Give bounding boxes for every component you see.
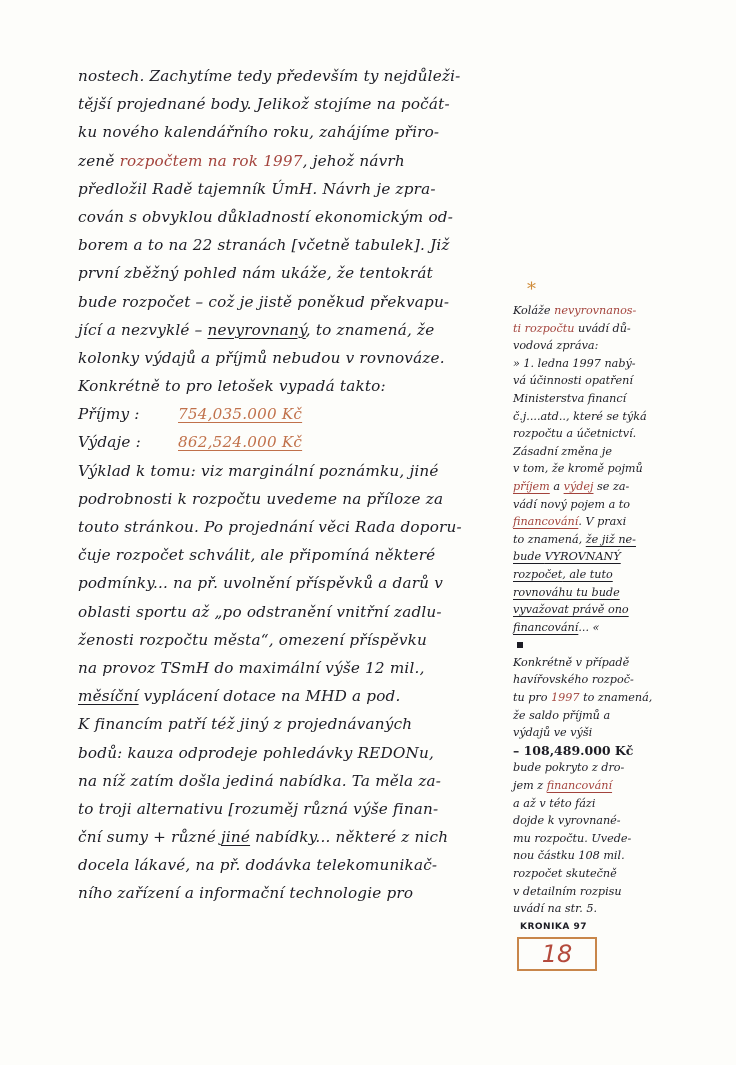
main-line: bodů: kauza odprodeje pohledávky REDONu,	[78, 743, 434, 762]
main-line: cován s obvyklou důkladností ekonomickým od-	[78, 207, 454, 226]
side-line: bude VYROVNANÝ	[513, 550, 621, 564]
unbalanced-highlight: nevyrovnaný	[207, 320, 306, 339]
main-line: Výklad k tomu: viz marginální poznámku, jiné	[78, 461, 439, 480]
side-line: Konkrétně v případě	[513, 655, 630, 669]
side-line: výdajů ve výši	[513, 726, 593, 740]
other-highlight: jiné	[220, 828, 251, 847]
expense-row	[78, 428, 510, 456]
main-line: nostech. Zachytíme tedy především ty nejdůleži-	[78, 67, 461, 85]
side-line: ti rozpočtu uvádí dů-	[513, 321, 631, 335]
side-line: vádí nový pojem a to	[513, 497, 631, 511]
income-row	[78, 400, 510, 428]
side-line: to znamená, že již ne-	[513, 532, 636, 546]
main-line: jící a nezvyklé – nevyrovnaný, to znamená, že	[78, 320, 435, 339]
side-line: rozpočet skutečně	[513, 867, 617, 880]
side-divider	[513, 636, 713, 654]
side-line: rozpočet, ale tuto	[513, 567, 613, 581]
side-line: v detailním rozpisu	[513, 884, 622, 898]
page-number-box	[517, 937, 597, 971]
side-line: Koláže nevyrovnanos-	[513, 304, 637, 317]
main-line: podmínky... na př. uvolnění příspěvků a darů v	[78, 574, 443, 593]
main-line: borem a to na 22 stranách [včetně tabulek]. Již	[78, 236, 450, 255]
side-line: tu pro 1997 to znamená,	[513, 691, 653, 705]
main-line: tější projednané body. Jelikož stojíme na počát-	[78, 95, 450, 114]
main-line: touto stránkou. Po projednání věci Rada doporu-	[78, 518, 462, 536]
side-line: že saldo příjmů a	[513, 708, 611, 722]
side-line: financování. V praxi	[513, 515, 627, 529]
main-line: ku nového kalendářního roku, zahájíme přiro-	[78, 123, 440, 142]
side-line: vodová zpráva:	[513, 339, 599, 353]
side-line: rozpočtu a účetnictví.	[513, 427, 637, 441]
main-line: na provoz TSmH do maximální výše 12 mil.,	[78, 658, 425, 677]
main-line: oblasti sportu až „po odstranění vnitřní zadlu-	[78, 602, 442, 621]
budget-1997-highlight: rozpočtem na rok 1997	[119, 151, 303, 170]
asterisk-icon: *	[527, 279, 536, 300]
side-line: nou částku 108 mil.	[513, 849, 625, 863]
income-value: 754,035.000 Kč	[178, 405, 303, 424]
expense-label: Výdaje :	[78, 433, 141, 452]
square-bullet-icon	[517, 642, 523, 648]
page-number: 18	[541, 940, 573, 968]
main-line: K financím patří též jiný z projednávaných	[78, 715, 413, 734]
main-line: první zběžný pohled nám ukáže, že tentokrát	[78, 264, 433, 283]
main-line: na níž zatím došla jediná nabídka. Ta měla za-	[78, 771, 442, 790]
side-line: vá účinnosti opatření	[513, 374, 633, 388]
side-line: příjem a výdej se za-	[513, 479, 630, 493]
main-line: měsíční vyplácení dotace na MHD a pod.	[78, 687, 401, 706]
monthly-highlight: měsíční	[78, 687, 139, 706]
main-line: čuje rozpočet schválit, ale připomíná některé	[78, 546, 436, 565]
side-line: vyvažovat právě ono	[513, 603, 629, 617]
side-line: Ministerstva financí	[513, 391, 627, 405]
side-line: rovnováhu tu bude	[513, 585, 620, 599]
main-line: zeně rozpočtem na rok 1997, jehož návrh	[78, 151, 405, 170]
main-text-column	[78, 62, 510, 908]
main-line: kolonky výdajů a příjmů nebudou v rovnováze.	[78, 348, 445, 367]
side-line: a až v této fázi	[513, 796, 596, 810]
main-line: předložil Radě tajemník ÚmH. Návrh je zpra-	[78, 179, 436, 198]
income-label: Příjmy :	[78, 405, 140, 424]
side-line: bude pokryto z dro-	[513, 761, 625, 775]
main-line: bude rozpočet – což je jistě poněkud překvapu-	[78, 292, 450, 311]
main-line: podrobnosti k rozpočtu uvedeme na příloze za	[78, 489, 444, 508]
side-line: v tom, že kromě pojmů	[513, 462, 643, 476]
main-line: to troji alternativu [rozuměj různá výše finan-	[78, 799, 439, 818]
side-line: financování... «	[513, 620, 600, 634]
side-line: dojde k vyrovnané-	[513, 814, 621, 828]
main-line: ního zařízení a informační technologie pro	[78, 884, 414, 903]
marginal-note	[513, 280, 713, 918]
side-line: uvádí na str. 5.	[513, 902, 598, 916]
side-line: mu rozpočtu. Uvede-	[513, 831, 632, 845]
side-line: jem z financování	[513, 779, 613, 793]
side-line: č.j....atd.., které se týká	[513, 409, 647, 423]
main-line: Konkrétně to pro letošek vypadá takto:	[78, 377, 386, 396]
side-line: » 1. ledna 1997 nabý-	[513, 356, 636, 370]
chronicle-label: KRONIKA 97	[520, 922, 588, 932]
expense-value: 862,524.000 Kč	[178, 433, 303, 452]
side-deficit-amount: – 108,489.000 Kč	[513, 742, 634, 758]
main-line: ční sumy + různé jiné nabídky... některé z nich	[78, 828, 449, 847]
side-line: Zásadní změna je	[513, 444, 612, 458]
side-line: havířovského rozpoč-	[513, 673, 634, 687]
main-line: docela lákavé, na př. dodávka telekomunikač-	[78, 856, 438, 875]
main-line: ženosti rozpočtu města“, omezení příspěvku	[78, 630, 428, 649]
